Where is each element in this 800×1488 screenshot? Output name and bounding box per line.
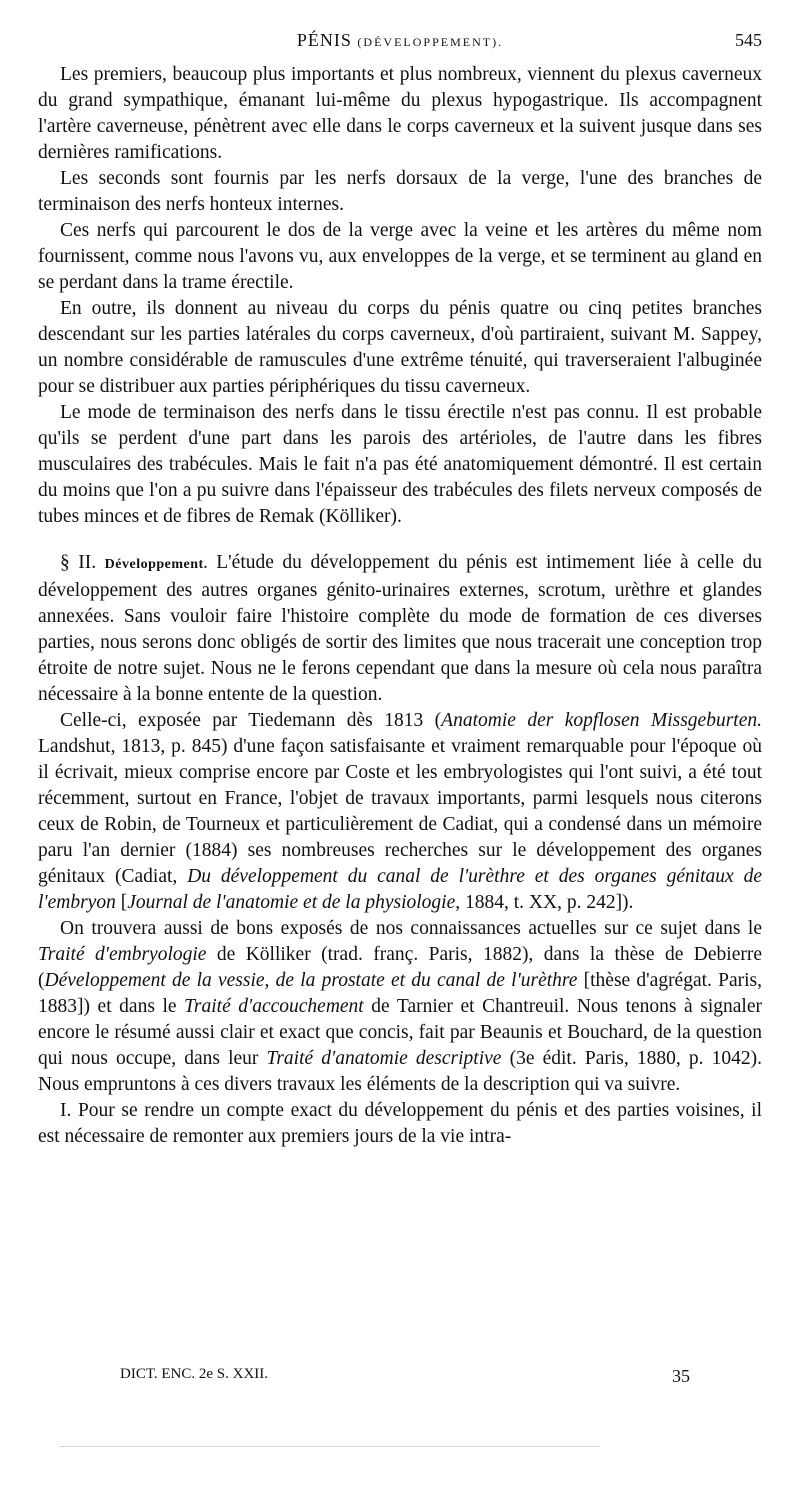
- text-run: de Kölliker (trad. franç. Paris, 1882), dans la thèse de Debierre (: [38, 944, 762, 991]
- citation-title: Traité d'accouchement: [184, 996, 364, 1017]
- paragraph: Ces nerfs qui parcourent le dos de la verge avec la veine et les artères du même nom fournissent, comme nous l'avons vu, aux enveloppes de la verge, et se terminent au gland en se perdant dans la trame érectile.: [38, 220, 762, 293]
- section-heading: Développement.: [104, 557, 208, 572]
- citation-title: Du développement du canal de l'urèthre et des organes génitaux de l'embryon: [38, 866, 763, 913]
- section-paragraph: [38, 550, 762, 708]
- running-header: [38, 30, 762, 58]
- print-specks: [60, 1446, 600, 1451]
- citation-title: Traité d'embryologie: [38, 944, 207, 965]
- paragraph: Les seconds sont fournis par les nerfs dorsaux de la verge, l'une des branches de terminaison des nerfs honteux internes.: [38, 168, 762, 215]
- text-run: [: [115, 892, 128, 913]
- text-run: [thèse d'agrégat. Paris, 1883]) et dans le: [38, 970, 762, 1017]
- signature-mark: DICT. ENC. 2e S. XXII.: [120, 1366, 269, 1382]
- running-title-main: PÉNIS: [296, 30, 352, 50]
- text-run: Celle-ci, exposée par Tiedemann dès 1813 (: [60, 710, 442, 731]
- paragraph: En outre, ils donnent au niveau du corps du pénis quatre ou cinq petites branches descendant sur les parties latérales du corps caverneux, d'où partiraient, suivant M. Sappey, un nombre considérable de ramuscules d'une extrême ténuité, qui traverseraient l'albuginée pour se distribuer aux parties périphériques du tissu caverneux.: [38, 298, 762, 397]
- paragraph-references: [38, 916, 762, 1098]
- text-run: de Tarnier et Chantreuil. Nous tenons à signaler encore le résumé aussi clair et exact que concis, fait par Beaunis et Bouchard, de la question qui nous occupe, dans leur: [38, 996, 762, 1069]
- section-text: L'étude du développement du pénis est intimement liée à celle du développement des autres organes génito-urinaires externes, scrotum, urèthre et glandes annexées. Sans vouloir faire l'histoire complète du mode de formation de ces diverses parties, nous serons donc obligés de sortir des limites que nous tracerait une conception trop étroite de notre sujet. Nous ne le ferons cependant que dans la mesure où cela nous paraîtra nécessaire à la bonne entente de la question.: [38, 552, 762, 705]
- text-run: On trouvera aussi de bons exposés de nos connaissances actuelles sur ce sujet dans le: [60, 918, 762, 939]
- paragraph: Le mode de terminaison des nerfs dans le tissu érectile n'est pas connu. Il est probable qu'ils se perdent d'une part dans les parois des artérioles, de l'autre dans les fibres musculaires des trabécules. Mais le fait n'a pas été anatomiquement démontré. Il est certain du moins que l'on a pu suivre dans l'épaisseur des trabécules des filets nerveux composés de tubes minces et de fibres de Remak (Kölliker).: [38, 402, 762, 527]
- paragraph-final: I. Pour se rendre un compte exact du développement du pénis et des parties voisines, il est nécessaire de remonter aux premiers jours de la vie intra-: [38, 1100, 762, 1147]
- text-run: 1884, t. XX, p. 242]).: [460, 892, 634, 913]
- text-run: Landshut, 1813, p. 845) d'une façon satisfaisante et vraiment remarquable pour l'époque où il écrivait, mieux comprise encore par Coste et les embryologistes qui l'ont suivi, a été tout récemment, surtout en France, l'objet de travaux importants, parmi lesquels nous citerons ceux de Robin, de Tourneux et particulièrement de Cadiat, qui a condensé dans un mémoire paru l'an dernier (1884) ses nombreuses recherches sur le développement des organes génitaux (Cadiat,: [38, 736, 762, 887]
- paragraph-tiedemann: [38, 708, 762, 916]
- citation-title: Anatomie der kopflosen Missgeburten.: [441, 710, 762, 731]
- page-footer: [120, 1366, 690, 1390]
- citation-title: Journal de l'anatomie et de la physiologie,: [127, 892, 461, 913]
- citation-title: Traité d'anatomie descriptive: [266, 1048, 502, 1069]
- running-title-sub: (DÉVELOPPEMENT).: [357, 35, 504, 49]
- paragraph: Les premiers, beaucoup plus importants et plus nombreux, viennent du plexus caverneux du grand sympathique, émanant lui-même du plexus hypogastrique. Ils accompagnent l'artère caverneuse, pénètrent avec elle dans le corps caverneux et la suivent jusque dans ses dernières ramifications.: [38, 64, 762, 163]
- section-label: § II.: [60, 552, 97, 573]
- page-number: 545: [735, 30, 762, 50]
- sheet-number: 35: [672, 1366, 690, 1386]
- text-run: (3e édit. Paris, 1880, p. 1042). Nous empruntons à ces divers travaux les éléments de la description qui va suivre.: [38, 1048, 762, 1095]
- running-title: [38, 30, 762, 51]
- body-text: [38, 62, 762, 1150]
- citation-title: Développement de la vessie, de la prostate et du canal de l'urèthre: [44, 970, 578, 991]
